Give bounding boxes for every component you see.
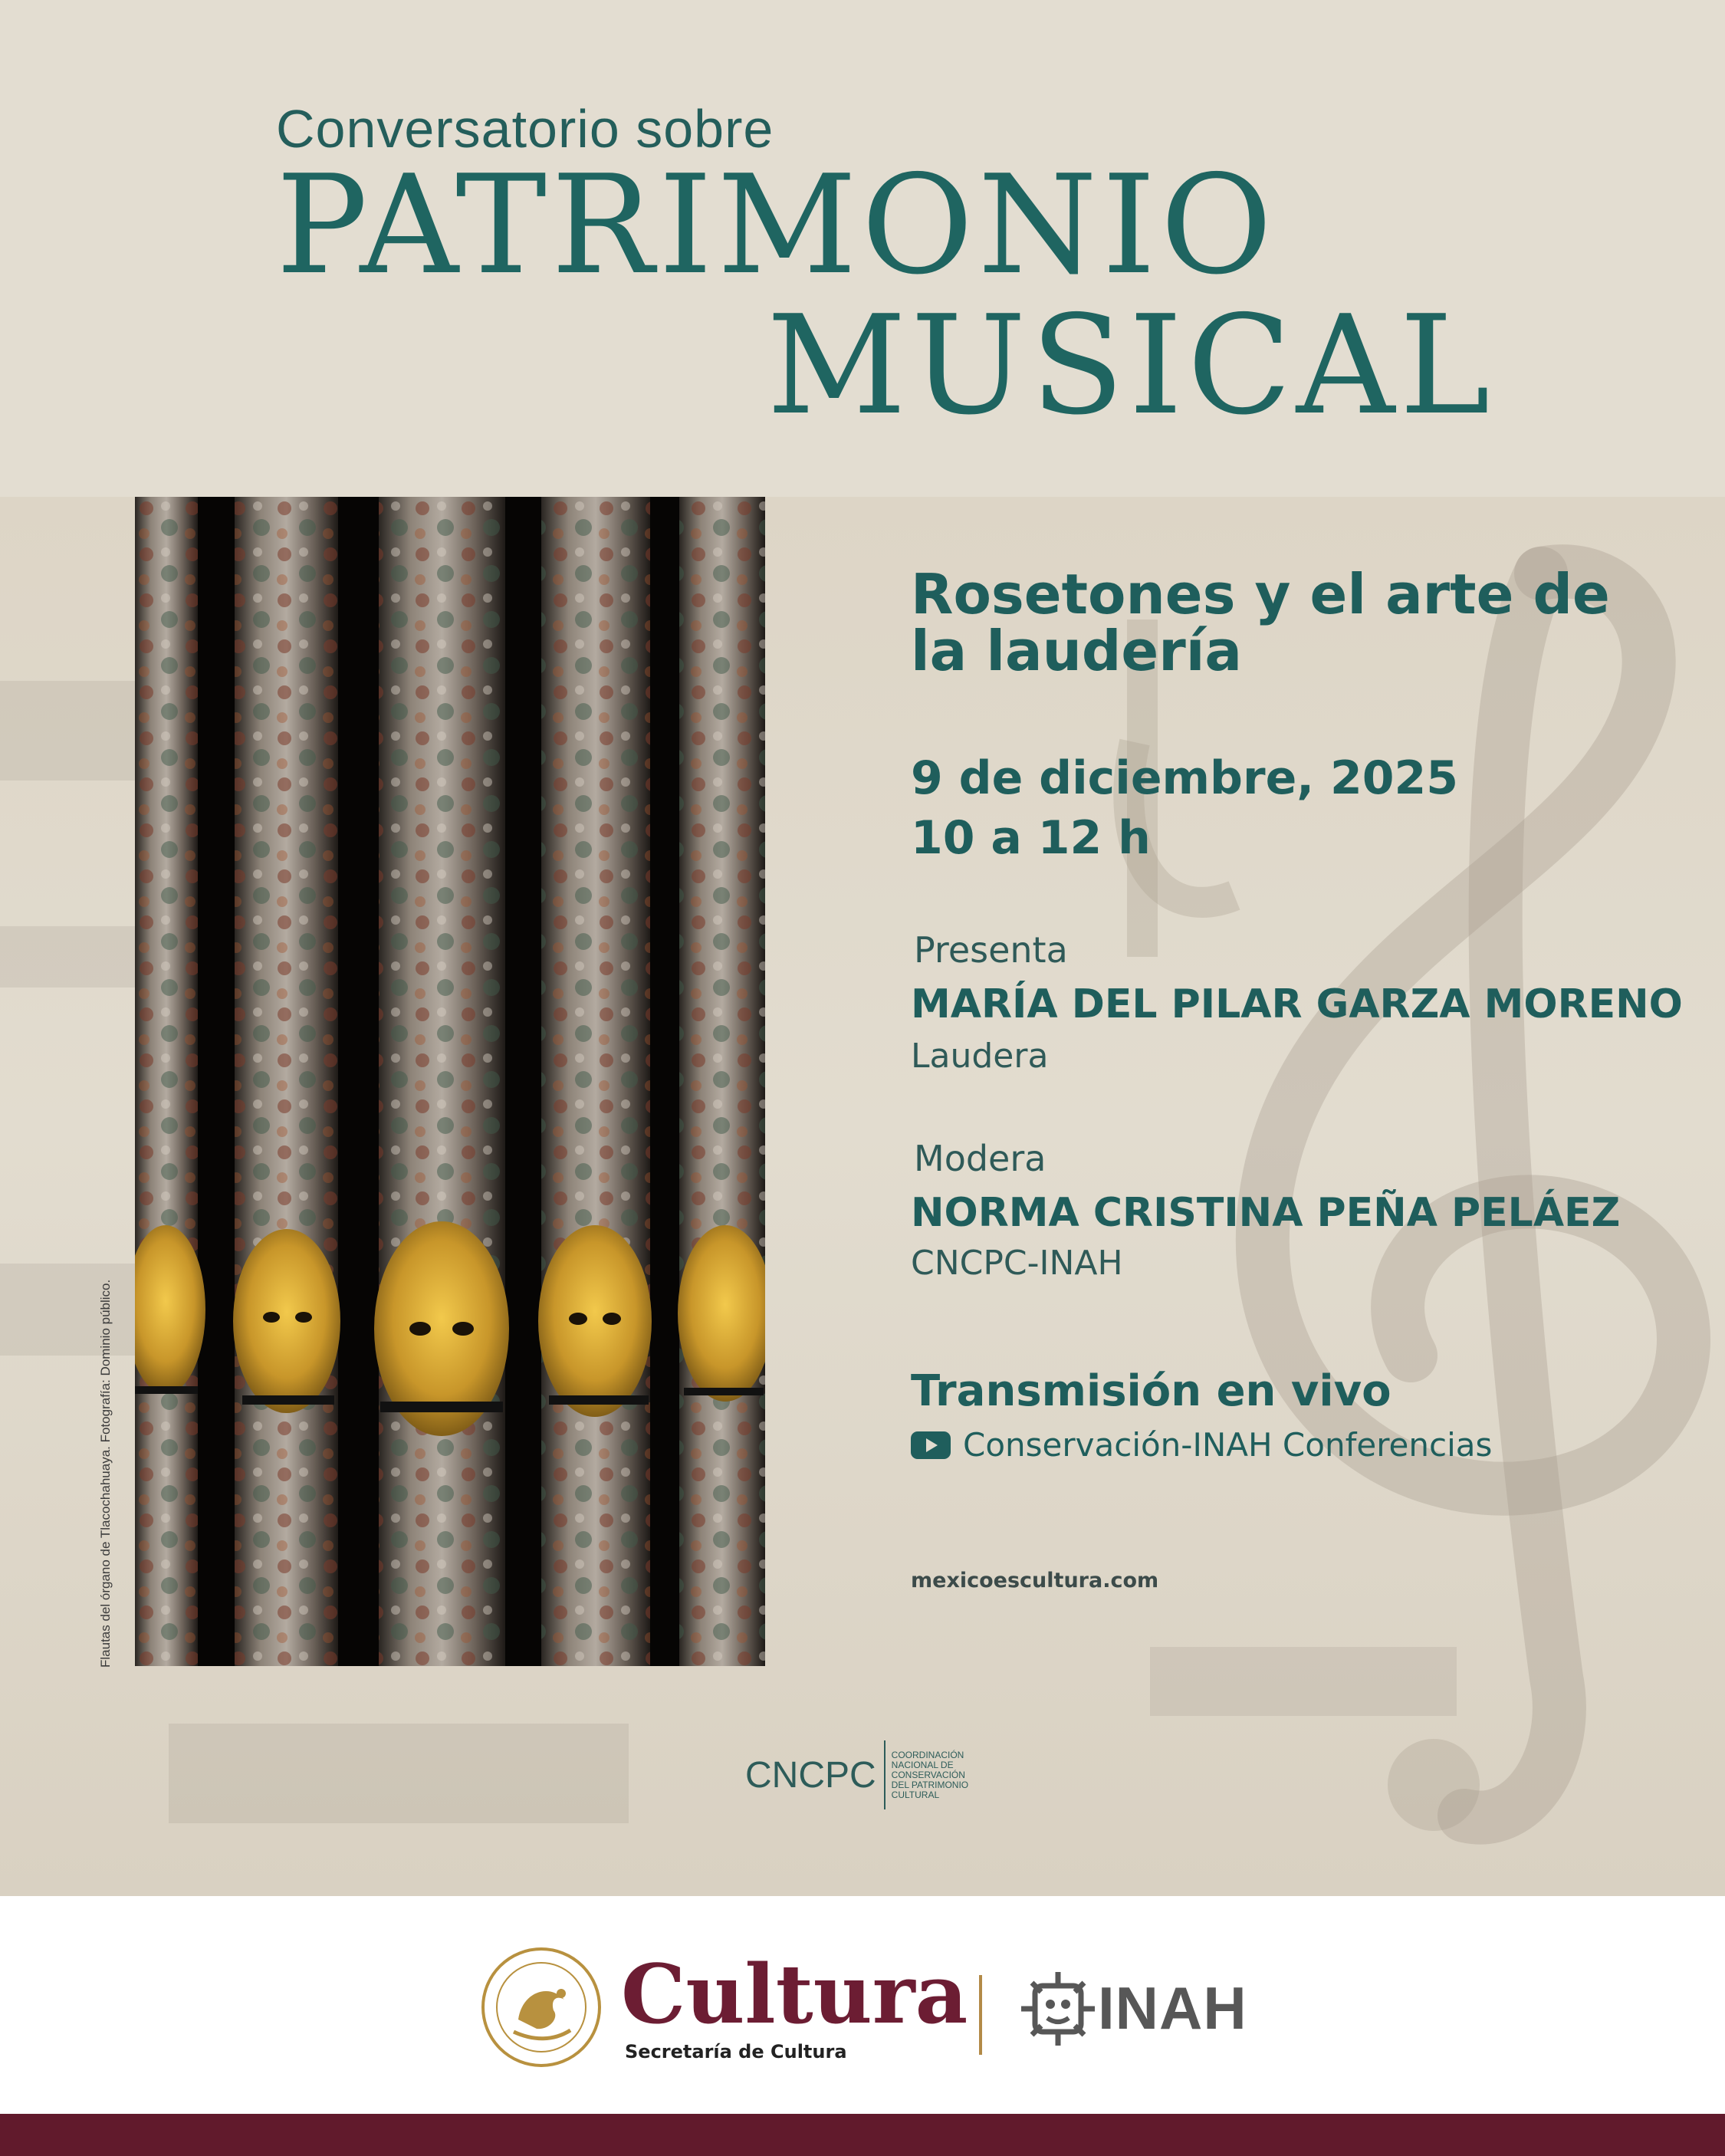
bottom-bar: [0, 2114, 1725, 2156]
cncpc-full-name: COORDINACIÓN NACIONAL DE CONSERVACIÓN DEL PATRIMONIO CULTURAL: [891, 1749, 969, 1800]
series-title-line1: PATRIMONIO: [276, 146, 1277, 304]
cncpc-abbreviation: CNCPC: [745, 1754, 876, 1796]
presenter-role: Presenta: [914, 929, 1068, 971]
presenter-name: MARÍA DEL PILAR GARZA MORENO: [911, 981, 1683, 1027]
moderator-role: Modera: [914, 1138, 1046, 1179]
website-link[interactable]: mexicoescultura.com: [911, 1569, 1159, 1592]
cncpc-divider: [884, 1740, 886, 1809]
inah-glyph-icon: [1018, 1969, 1098, 2049]
event-date: 9 de diciembre, 2025: [911, 751, 1458, 805]
inah-wordmark: INAH: [1098, 1974, 1247, 2042]
youtube-icon: [911, 1431, 951, 1459]
moderator-affiliation: CNCPC-INAH: [911, 1244, 1123, 1283]
presenter-title: Laudera: [911, 1037, 1049, 1076]
livestream-label: Transmisión en vivo: [911, 1366, 1392, 1416]
youtube-channel-link[interactable]: [911, 1426, 1492, 1464]
organ-pipes-illustration: [135, 497, 765, 1666]
moderator-name: NORMA CRISTINA PEÑA PELÁEZ: [911, 1190, 1621, 1236]
national-seal-icon: [480, 1946, 603, 2069]
event-series-subtitle: Conversatorio sobre: [276, 99, 774, 159]
footer-divider: [979, 1975, 982, 2055]
talk-title: Rosetones y el arte de la laudería: [911, 562, 1610, 684]
secretaria-label: Secretaría de Cultura: [625, 2041, 847, 2062]
photo-credit-caption: Flautas del órgano de Tlacochahuaya. Fotografía: Dominio público.: [98, 1279, 113, 1668]
youtube-channel-name: Conservación-INAH Conferencias: [963, 1426, 1493, 1464]
series-title-line2: MUSICAL: [767, 286, 1495, 445]
organ-pipes-photo: [135, 497, 765, 1666]
cultura-wordmark: Cultura: [621, 1946, 968, 2042]
cncpc-logo: [745, 1740, 984, 1809]
event-time: 10 a 12 h: [911, 811, 1151, 865]
